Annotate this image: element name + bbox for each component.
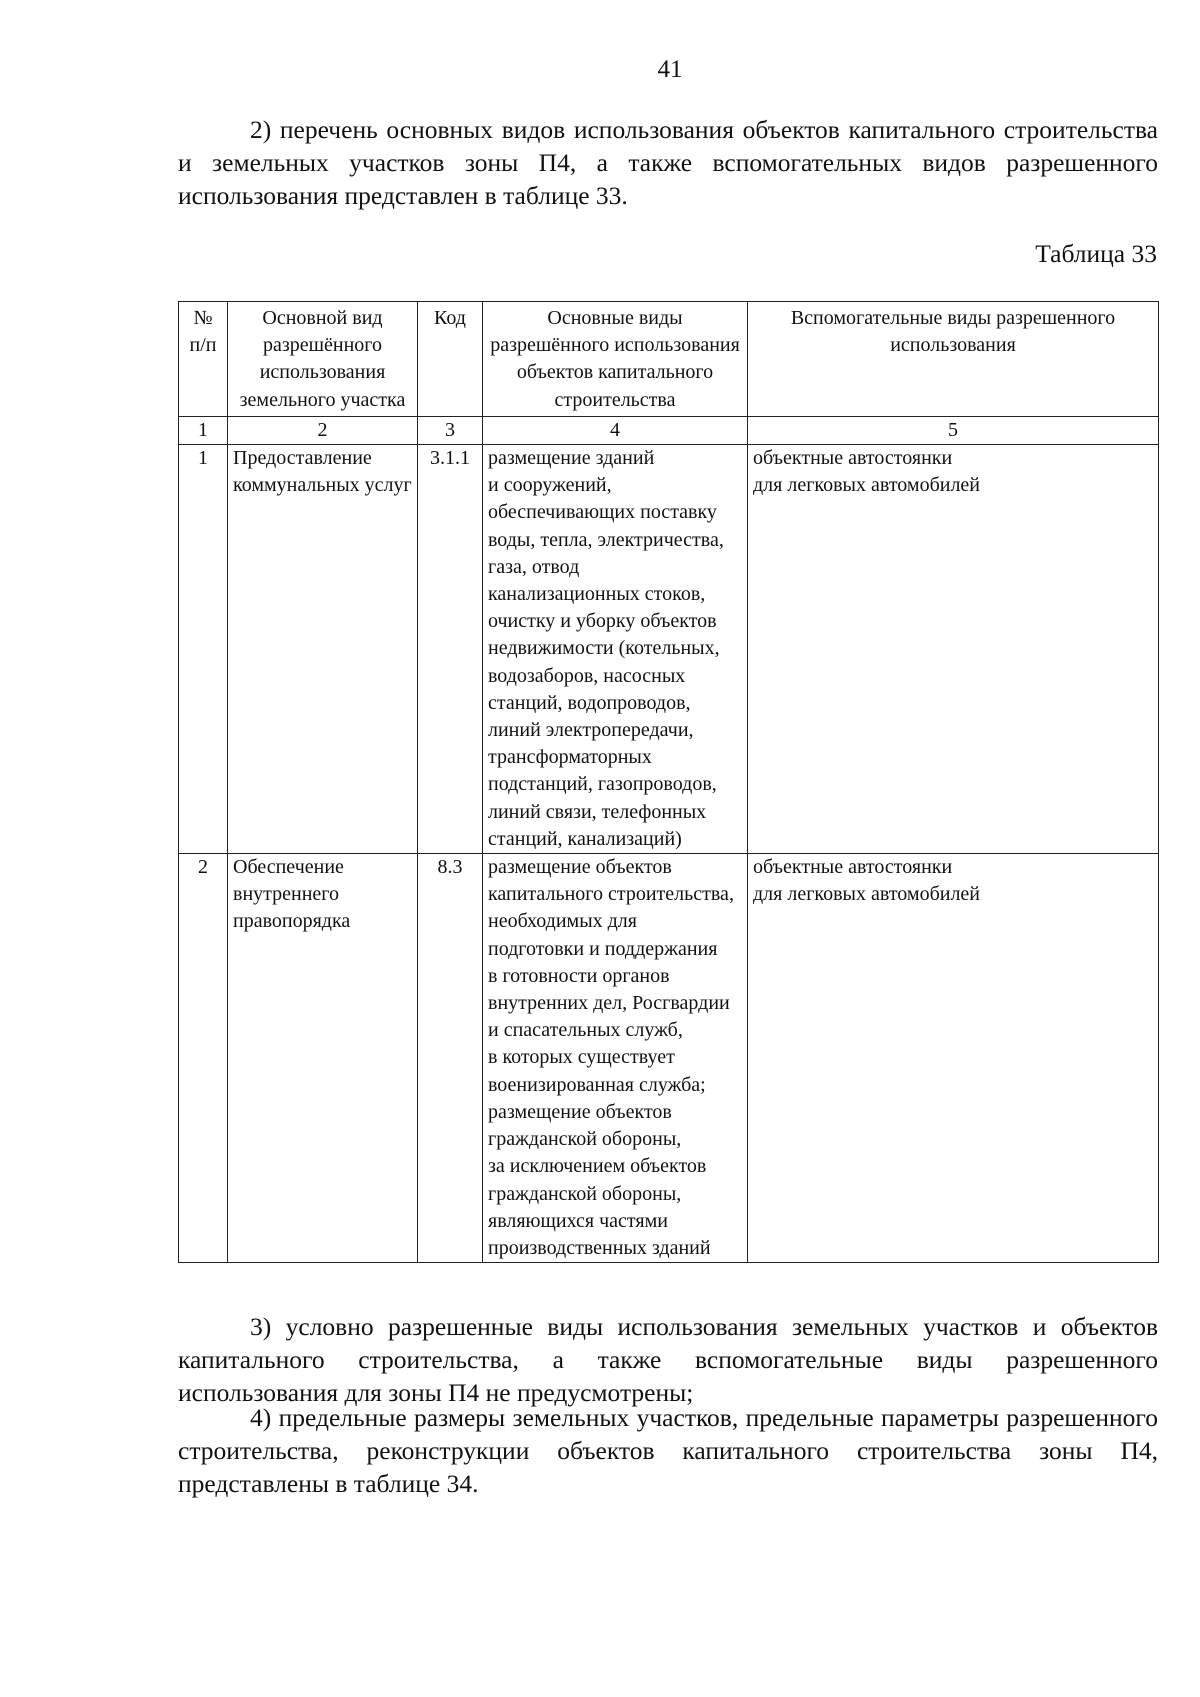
page-number: 41 [657,56,683,83]
capital-line: производственных зданий [488,1236,711,1259]
column-number-row [179,416,1159,444]
capital-line: очистку и уборку объектов [488,610,717,633]
capital-line: трансформаторных [488,746,652,769]
capital-line: гражданской обороны, [488,1182,682,1205]
capital-line: размещение объектов [488,856,672,879]
capital-line: военизированная служба; [488,1073,706,1096]
capital-line: внутренних дел, Росгвардии [488,992,730,1015]
column-number: 3 [418,416,483,444]
capital-line: линий связи, телефонных [488,800,707,823]
paragraph-3: 3) условно разрешенные виды использования земельных участков и объектов капитального строительства, а также вспомогательные виды разрешенного использования для зоны П4 не предусмотрены; [178,1312,1158,1407]
header-num: № п/п [179,302,228,417]
zoning-table [178,301,1159,1263]
capital-line: водозаборов, насосных [488,664,686,687]
row-aux-kinds [748,445,1159,854]
table-caption: Таблица 33 [1035,239,1157,268]
row-main-kind: Предоставление коммунальных услуг [228,445,418,854]
header-code: Код [418,302,483,417]
paragraph-4: 4) предельные размеры земельных участков, предельные параметры разрешенного строительства, реконструкции объектов капитального строительства зоны П4, представлены в таблице 34. [178,1403,1158,1498]
capital-line: капитального строительства, [488,883,734,906]
header-aux-kinds: Вспомогательные виды разрешенного использования [748,302,1159,417]
capital-line: являющихся частями [488,1209,668,1232]
row-capital-kinds [483,854,748,1263]
column-number: 2 [228,416,418,444]
capital-line: и спасательных служб, [488,1019,683,1042]
capital-line: гражданской обороны, [488,1128,682,1151]
capital-line: станций, водопроводов, [488,691,691,714]
header-capital-kinds: Основные виды разрешённого использования объектов капитального строительства [483,302,748,417]
aux-line: для легковых автомобилей [753,474,981,497]
capital-line: в готовности органов [488,964,670,987]
capital-line: за исключением объектов [488,1155,707,1178]
capital-line: воды, тепла, электричества, [488,528,724,551]
capital-line: подготовки и поддержания [488,937,718,960]
capital-line: канализационных стоков, [488,583,706,606]
capital-line: необходимых для [488,910,637,933]
row-code: 3.1.1 [418,445,483,854]
aux-line: объектные автостоянки [753,447,953,470]
row-number: 1 [179,445,228,854]
capital-line: размещение объектов [488,1100,672,1123]
aux-line: объектные автостоянки [753,856,953,879]
capital-line: линий электропередачи, [488,719,694,742]
column-number: 4 [483,416,748,444]
row-number: 2 [179,854,228,1263]
table-header-row [179,302,1159,417]
capital-line: размещение зданий [488,447,655,470]
table-row [179,854,1159,1263]
row-aux-kinds [748,854,1159,1263]
row-code: 8.3 [418,854,483,1263]
capital-line: недвижимости (котельных, [488,637,720,660]
capital-line: в которых существует [488,1046,675,1069]
capital-line: обеспечивающих поставку [488,501,717,524]
column-number: 1 [179,416,228,444]
column-number: 5 [748,416,1159,444]
capital-line: станций, канализаций) [488,827,682,850]
intro-paragraph: 2) перечень основных видов использования объектов капитального строительства и земельных участков зоны П4, а также вспомогательных видов разрешенного использования представлен в таблице 33. [178,115,1158,210]
row-main-kind: Обеспечение внутреннего правопорядка [228,854,418,1263]
table-row [179,445,1159,854]
row-capital-kinds [483,445,748,854]
capital-line: газа, отвод [488,555,580,578]
capital-line: и сооружений, [488,474,612,497]
aux-line: для легковых автомобилей [753,883,981,906]
header-main-kind: Основной вид разрешённого использования земельного участка [228,302,418,417]
capital-line: подстанций, газопроводов, [488,773,717,796]
